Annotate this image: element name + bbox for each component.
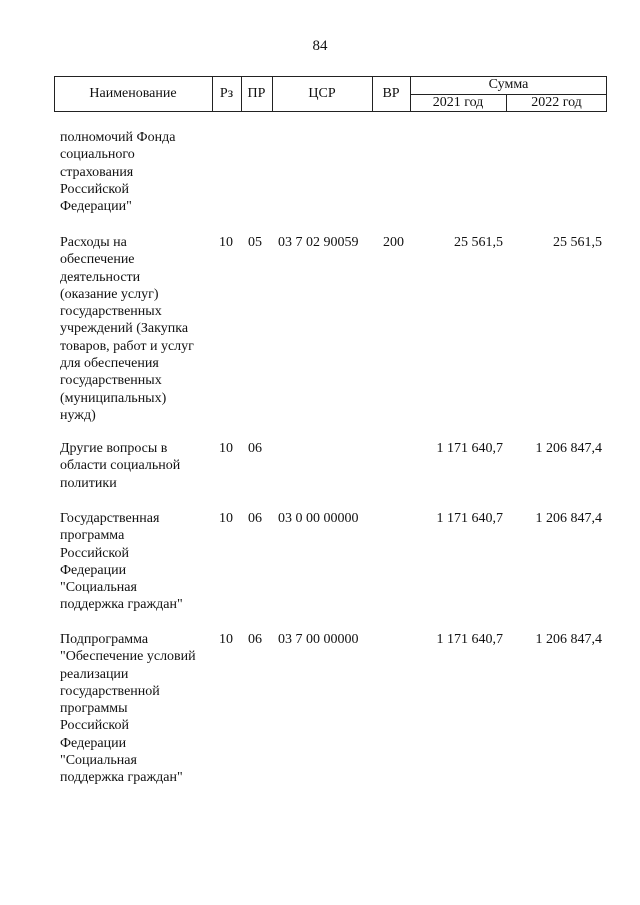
- row-sum-2021: 25 561,5: [454, 235, 503, 250]
- header-year-2021: 2021 год: [432, 95, 484, 110]
- row-name-line: Федерации: [60, 562, 127, 578]
- header-sum: Сумма: [488, 77, 529, 92]
- row-name-line: учреждений (Закупка: [60, 321, 189, 337]
- row-name-line: поддержка граждан": [60, 597, 183, 613]
- page-number: 84: [312, 38, 328, 54]
- header-pr: ПР: [247, 86, 266, 101]
- row-name-line: (муниципальных): [60, 390, 167, 406]
- row-name-line: Другие вопросы в: [60, 441, 168, 456]
- row-name: [60, 129, 218, 215]
- row-sum-2022: 25 561,5: [553, 235, 602, 250]
- header-csr: ЦСР: [308, 86, 336, 101]
- row-pr: 06: [248, 511, 262, 526]
- row-name-line: Российской: [60, 181, 129, 197]
- row-name-line: социального: [60, 147, 135, 163]
- row-name-line: деятельности: [60, 269, 141, 285]
- row-name: [60, 440, 218, 492]
- row-sum-2021: 1 171 640,7: [436, 511, 503, 526]
- row-rz: 10: [219, 441, 233, 456]
- row-name-line: страхования: [60, 164, 134, 180]
- row-name-line: Расходы на: [60, 235, 127, 250]
- row-name-line: реализации: [60, 666, 129, 682]
- row-name-line: Федерации: [60, 735, 127, 751]
- row-name-line: государственных: [60, 304, 162, 320]
- row-csr: 03 7 00 00000: [278, 632, 359, 647]
- header-name: Наименование: [89, 86, 177, 101]
- row-sum-2022: 1 206 847,4: [535, 511, 602, 526]
- row-name-line: Российской: [60, 718, 129, 734]
- header-rz: Рз: [219, 86, 234, 101]
- row-sum-2022: 1 206 847,4: [535, 441, 602, 456]
- row-sum-2021: 1 171 640,7: [436, 632, 503, 647]
- row-name: [60, 631, 218, 787]
- row-name-line: области социальной: [60, 458, 181, 474]
- row-vr: 200: [383, 235, 404, 250]
- table-header: [54, 76, 607, 112]
- row-rz: 10: [219, 235, 233, 250]
- row-csr: 03 0 00 00000: [278, 511, 359, 526]
- row-name-line: программа: [60, 528, 125, 544]
- header-year-2022: 2022 год: [531, 95, 582, 110]
- header-border-bottom: [54, 111, 607, 112]
- row-rz: 10: [219, 511, 233, 526]
- row-name: [60, 234, 218, 424]
- row-name-line: программы: [60, 701, 128, 717]
- row-pr: 06: [248, 632, 262, 647]
- row-name: [60, 510, 218, 614]
- row-name-line: поддержка граждан": [60, 770, 183, 786]
- row-name-line: "Социальная: [60, 753, 137, 769]
- row-name-line: политики: [60, 475, 117, 491]
- row-name-line: государственных: [60, 373, 162, 389]
- row-name-line: нужд): [60, 407, 96, 423]
- row-name-line: Российской: [60, 545, 129, 561]
- row-name-line: Федерации": [60, 199, 132, 215]
- row-name-line: "Обеспечение условий: [60, 649, 196, 665]
- row-name-line: для обеспечения: [60, 356, 159, 372]
- row-name-line: (оказание услуг): [60, 286, 159, 302]
- row-csr: 03 7 02 90059: [278, 235, 359, 250]
- header-vr: ВР: [382, 86, 400, 101]
- row-pr: 05: [248, 235, 262, 250]
- row-name-line: обеспечение: [60, 252, 135, 268]
- row-rz: 10: [219, 632, 233, 647]
- row-sum-2022: 1 206 847,4: [535, 632, 602, 647]
- row-name-line: полномочий Фонда: [60, 130, 176, 145]
- row-name-line: Подпрограмма: [60, 632, 149, 647]
- row-name-line: "Социальная: [60, 580, 137, 596]
- row-pr: 06: [248, 441, 262, 456]
- row-name-line: государственной: [60, 683, 160, 699]
- row-name-line: товаров, работ и услуг: [60, 338, 194, 354]
- row-sum-2021: 1 171 640,7: [436, 441, 503, 456]
- row-name-line: Государственная: [60, 511, 160, 526]
